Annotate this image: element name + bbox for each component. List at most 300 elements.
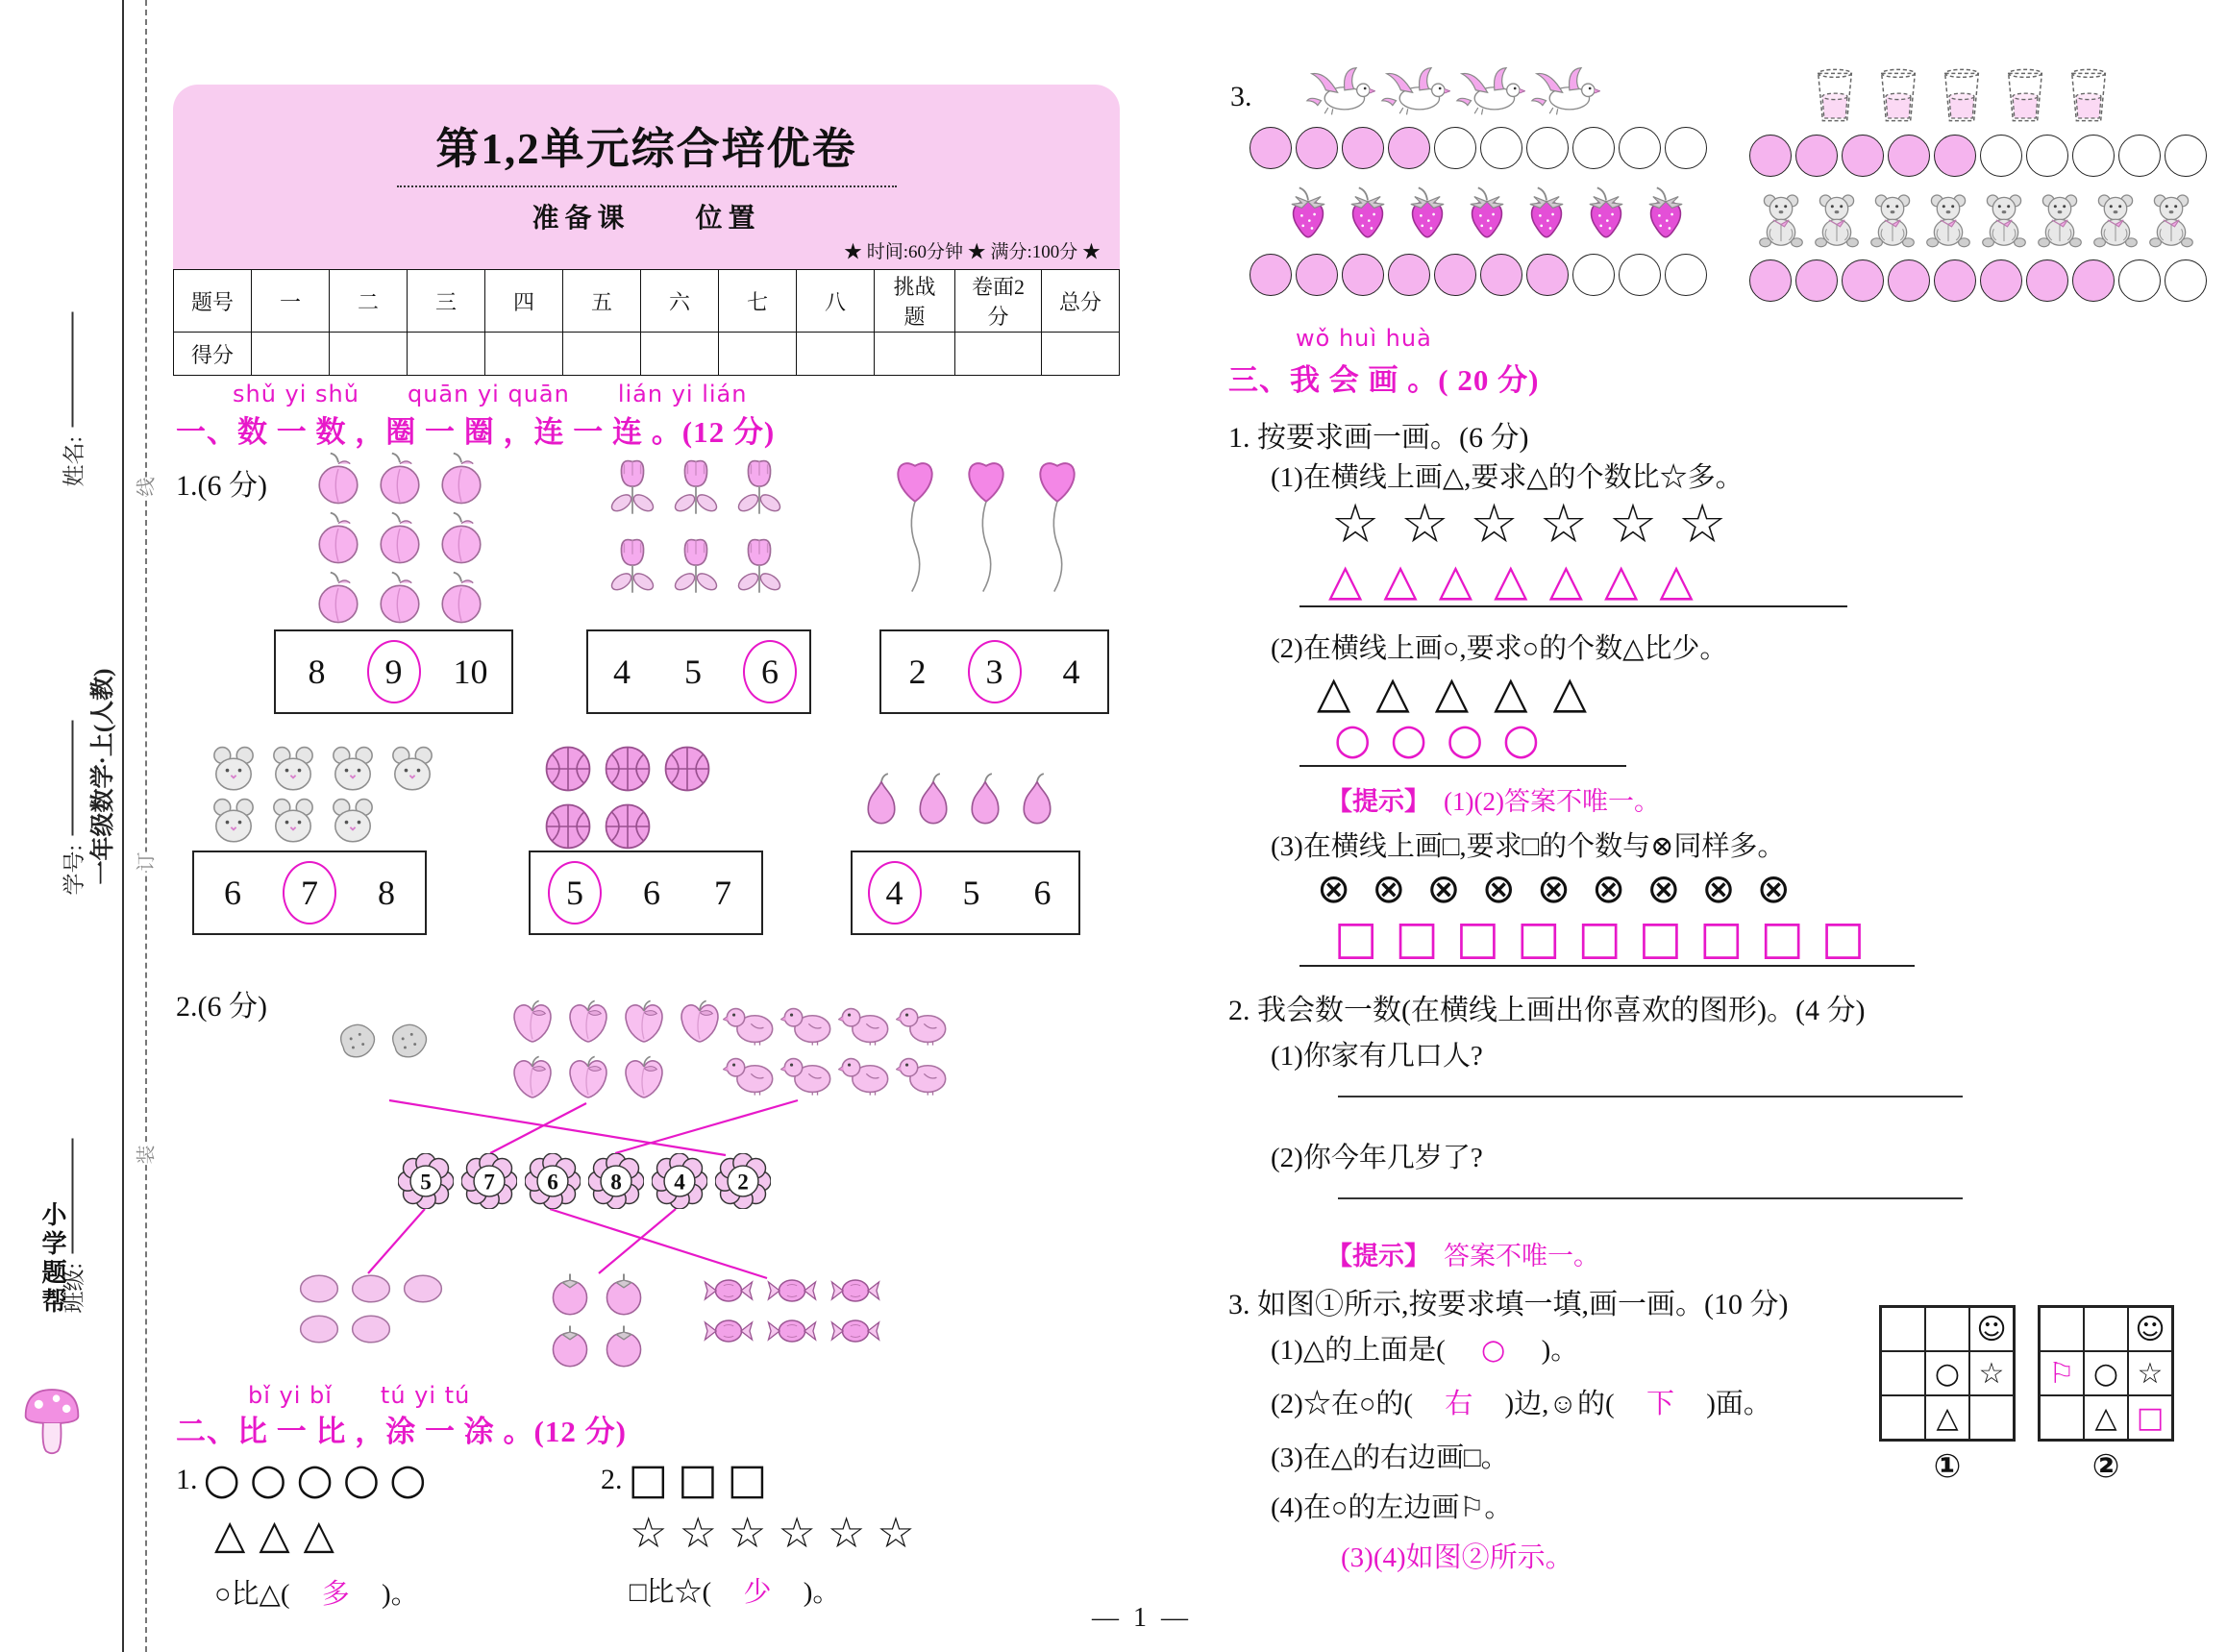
square-row bbox=[628, 1455, 768, 1504]
answer-box[interactable] bbox=[529, 851, 763, 935]
s3-q1-label: 1. 按要求画一画。(6 分) bbox=[1228, 422, 1529, 454]
brand-logo-text: 小学题帮 bbox=[38, 1201, 66, 1317]
peach-icon bbox=[562, 996, 614, 1049]
bird-icon bbox=[1454, 64, 1525, 118]
strawberry-icon bbox=[1280, 184, 1336, 245]
strawberry-row bbox=[1278, 183, 1730, 246]
flower-number-badge bbox=[715, 1153, 771, 1214]
peach-group bbox=[505, 995, 735, 1106]
egg-group bbox=[293, 1269, 452, 1349]
flower-number-badge bbox=[525, 1153, 581, 1214]
count-circle[interactable] bbox=[1842, 259, 1884, 302]
count-circle[interactable] bbox=[1665, 254, 1707, 296]
score-col-header: 题号 bbox=[174, 270, 252, 333]
score-col-header: 八 bbox=[797, 270, 875, 333]
option-number-circled[interactable]: 9 bbox=[367, 640, 421, 703]
stone-group bbox=[332, 1017, 437, 1063]
count-circle[interactable] bbox=[1480, 127, 1522, 169]
bird-icon bbox=[1529, 64, 1600, 118]
flower-icon bbox=[666, 530, 726, 606]
star-row bbox=[630, 1509, 915, 1558]
answer-line[interactable] bbox=[1338, 1096, 1963, 1097]
flower-number-badge bbox=[398, 1153, 454, 1214]
square-glyph: □ bbox=[1577, 911, 1621, 965]
option-number[interactable]: 6 bbox=[224, 874, 241, 912]
s2-q1-answer-line: ○比△( 多 )。 bbox=[214, 1579, 419, 1610]
stone-icon bbox=[385, 1018, 433, 1062]
count-circle[interactable] bbox=[2165, 135, 2207, 177]
drawn-square-row[interactable] bbox=[1299, 911, 1915, 967]
flower-number-row[interactable] bbox=[394, 1153, 775, 1214]
score-cell[interactable] bbox=[485, 333, 563, 376]
s3-q1-p2-text: (2)在横线上画○,要求○的个数△比少。 bbox=[1271, 633, 1728, 664]
count-dots[interactable] bbox=[1250, 254, 1730, 296]
peach-icon bbox=[618, 996, 670, 1049]
flower-icon bbox=[603, 530, 662, 606]
circle-glyph: ○ bbox=[1446, 715, 1484, 764]
count-circle[interactable] bbox=[1572, 254, 1615, 296]
count-circle[interactable] bbox=[2072, 135, 2115, 177]
score-col-header: 挑战题 bbox=[875, 270, 955, 333]
mouse-icon bbox=[206, 743, 261, 793]
score-cell[interactable] bbox=[797, 333, 875, 376]
count-circle[interactable] bbox=[1572, 127, 1615, 169]
hint-1: 【提示】 (1)(2)答案不唯一。 bbox=[1326, 787, 1660, 816]
otimes-glyph: ⊗ bbox=[1426, 865, 1461, 912]
apple-icon bbox=[433, 451, 490, 508]
count-circle[interactable] bbox=[1250, 254, 1292, 296]
drawn-triangle-row[interactable] bbox=[1299, 554, 1847, 607]
candy-icon bbox=[699, 1271, 758, 1310]
answer-line[interactable] bbox=[1338, 1197, 1963, 1199]
strawberry-icon bbox=[1578, 184, 1634, 245]
candy-icon bbox=[826, 1312, 885, 1350]
svg-text:5: 5 bbox=[420, 1170, 432, 1196]
score-cell[interactable] bbox=[719, 333, 797, 376]
strawberry-icon bbox=[1638, 184, 1694, 245]
triangle-glyph: △ bbox=[1494, 554, 1528, 605]
eggplant-icon bbox=[857, 770, 905, 833]
s3-q2-p1: (1)你家有几口人? bbox=[1271, 1041, 1483, 1072]
basketball-icon bbox=[540, 799, 596, 854]
class-blank-line[interactable] bbox=[71, 1138, 73, 1253]
candy-icon bbox=[762, 1312, 822, 1350]
otimes-glyph: ⊗ bbox=[1756, 865, 1791, 912]
count-circle[interactable] bbox=[1934, 259, 1976, 302]
apple-icon bbox=[371, 510, 429, 568]
eggplant-icon bbox=[1013, 770, 1061, 833]
count-circle[interactable] bbox=[1388, 127, 1430, 169]
otimes-glyph: ⊗ bbox=[1372, 865, 1406, 912]
given-star-row bbox=[1331, 493, 1727, 555]
count-circle[interactable] bbox=[1980, 259, 2022, 302]
s2-q2-answer-line: □比☆( 少 )。 bbox=[630, 1577, 841, 1608]
star-glyph: ☆ bbox=[1678, 493, 1727, 555]
egg-icon bbox=[347, 1270, 395, 1308]
section1-pinyin: shǔ yi shǔ quān yi quān lián yi lián bbox=[233, 381, 748, 407]
cup-icon bbox=[2063, 64, 2115, 126]
section2-title: 二、比 一 比 ，涂 一 涂 。(12 分) bbox=[176, 1415, 627, 1448]
otimes-glyph: ⊗ bbox=[1317, 865, 1351, 912]
mouse-icon bbox=[325, 795, 381, 845]
count-dots[interactable] bbox=[1250, 127, 1730, 169]
svg-text:7: 7 bbox=[483, 1170, 495, 1196]
persimmon-icon bbox=[599, 1268, 649, 1318]
count-circle[interactable] bbox=[2026, 135, 2068, 177]
score-col-header: 总分 bbox=[1041, 270, 1119, 333]
smiley-cell[interactable]: ☺ bbox=[2128, 1307, 2172, 1351]
count-circle[interactable] bbox=[1296, 254, 1338, 296]
student-id-label: 学号: bbox=[62, 845, 87, 896]
count-circle[interactable] bbox=[1434, 254, 1476, 296]
flag-cell[interactable]: ⚐ bbox=[2040, 1351, 2084, 1395]
cup-icon bbox=[1872, 64, 1924, 126]
circle-cell[interactable]: ○ bbox=[1925, 1351, 1969, 1395]
mouse-icon bbox=[265, 743, 321, 793]
count-circle[interactable] bbox=[1619, 127, 1661, 169]
mouse-icon bbox=[384, 743, 440, 793]
star-glyph: ☆ bbox=[728, 1509, 767, 1558]
basketball-icon bbox=[600, 741, 656, 797]
empty-cell[interactable] bbox=[1881, 1307, 1925, 1351]
score-cell[interactable] bbox=[252, 333, 330, 376]
empty-cell[interactable] bbox=[1881, 1351, 1925, 1395]
count-circle[interactable] bbox=[1619, 254, 1661, 296]
cup-icon bbox=[1809, 64, 1861, 126]
stone-icon bbox=[334, 1018, 382, 1062]
score-col-header: 一 bbox=[252, 270, 330, 333]
s3-q3-p2-answer2[interactable]: 下 bbox=[1646, 1389, 1674, 1419]
bear-icon bbox=[2090, 191, 2141, 251]
class-label: 班级: bbox=[62, 1263, 87, 1314]
mouse-icon bbox=[325, 743, 381, 793]
strawberry-icon bbox=[1399, 184, 1455, 245]
grid-1-cells[interactable] bbox=[1879, 1305, 2016, 1442]
option-number[interactable]: 5 bbox=[962, 874, 980, 912]
chick-icon bbox=[780, 1048, 834, 1097]
circle-glyph: ○ bbox=[342, 1455, 381, 1504]
option-number[interactable]: 7 bbox=[714, 874, 731, 912]
s3-q3-p2: (2)☆在○的( 右 )边,☺的( 下 )面。 bbox=[1271, 1389, 1771, 1419]
basketball-icon bbox=[600, 799, 656, 854]
page-number: — 1 — bbox=[1092, 1603, 1192, 1633]
score-cell[interactable] bbox=[875, 333, 955, 376]
persimmon-icon bbox=[545, 1319, 595, 1369]
square-glyph: □ bbox=[1820, 911, 1866, 965]
option-number[interactable]: 6 bbox=[643, 874, 660, 912]
triangle-glyph: △ bbox=[1434, 666, 1470, 718]
candy-group bbox=[697, 1270, 894, 1351]
triangle-cell[interactable]: △ bbox=[1925, 1395, 1969, 1440]
s3-q3-p1-answer[interactable]: ○ bbox=[1481, 1333, 1506, 1366]
count-circle[interactable] bbox=[1480, 254, 1522, 296]
score-cell[interactable] bbox=[563, 333, 641, 376]
count-dots[interactable] bbox=[1749, 135, 2220, 177]
s3-q2-p2: (2)你今年几岁了? bbox=[1271, 1143, 1483, 1173]
otimes-glyph: ⊗ bbox=[1701, 865, 1736, 912]
strawberry-icon bbox=[1459, 184, 1515, 245]
count-circle[interactable] bbox=[1749, 259, 1792, 302]
bird-icon bbox=[1379, 64, 1450, 118]
count-circle[interactable] bbox=[1296, 127, 1338, 169]
option-number[interactable]: 4 bbox=[613, 653, 631, 691]
egg-icon bbox=[295, 1310, 343, 1348]
chick-icon bbox=[780, 999, 834, 1047]
count-circle[interactable] bbox=[1980, 135, 2022, 177]
answer-box[interactable] bbox=[879, 629, 1109, 714]
triangle-glyph: △ bbox=[1375, 666, 1410, 718]
count-circle[interactable] bbox=[1842, 135, 1884, 177]
count-circle[interactable] bbox=[1665, 127, 1707, 169]
star-glyph: ☆ bbox=[1331, 493, 1380, 555]
option-number-circled[interactable]: 4 bbox=[868, 861, 922, 925]
star-cell[interactable]: ☆ bbox=[2128, 1351, 2172, 1395]
strawberry-icon bbox=[1340, 184, 1396, 245]
apple-icon bbox=[309, 451, 367, 508]
chick-group bbox=[721, 998, 961, 1097]
title-underline bbox=[397, 185, 897, 187]
star-glyph: ☆ bbox=[679, 1509, 717, 1558]
star-cell[interactable]: ☆ bbox=[1969, 1351, 2014, 1395]
time-score-meta: ★ 时间:60分钟 ★ 满分:100分 ★ bbox=[843, 242, 1101, 262]
star-glyph: ☆ bbox=[1470, 493, 1519, 555]
s2-q1-answer[interactable]: 多 bbox=[321, 1579, 350, 1610]
bird-icon bbox=[1304, 64, 1375, 118]
answer-box[interactable] bbox=[192, 851, 427, 935]
flower-number-badge bbox=[652, 1153, 707, 1214]
flower-number-badge bbox=[461, 1153, 517, 1214]
count-dots[interactable] bbox=[1749, 259, 2220, 302]
s3-q3-note: (3)(4)如图②所示。 bbox=[1341, 1542, 1573, 1573]
star-glyph: ☆ bbox=[778, 1509, 816, 1558]
bear-icon bbox=[1867, 191, 1918, 251]
mouse-icon bbox=[206, 795, 261, 845]
chick-icon bbox=[896, 1048, 950, 1097]
flower-icon bbox=[730, 530, 789, 606]
option-number-circled[interactable]: 7 bbox=[283, 861, 336, 925]
square-glyph: □ bbox=[1334, 911, 1378, 965]
count-circle[interactable] bbox=[1749, 135, 1792, 177]
bear-icon bbox=[1922, 191, 1974, 251]
score-col-header: 五 bbox=[563, 270, 641, 333]
mushroom-logo-icon bbox=[21, 1384, 83, 1462]
basketball-icon bbox=[540, 741, 596, 797]
option-number[interactable]: 6 bbox=[1033, 874, 1052, 912]
persimmon-icon bbox=[545, 1268, 595, 1318]
option-number-circled[interactable]: 6 bbox=[743, 640, 797, 703]
grid-2-label: ② bbox=[2091, 1447, 2120, 1486]
s2-q1 bbox=[176, 1455, 427, 1612]
flower-number-badge bbox=[588, 1153, 644, 1214]
peach-icon bbox=[618, 1051, 670, 1105]
id-blank-line[interactable] bbox=[71, 720, 73, 835]
star-glyph: ☆ bbox=[827, 1509, 866, 1558]
reference-grid-1 bbox=[1879, 1305, 2016, 1486]
count-circle[interactable] bbox=[1342, 254, 1384, 296]
bear-icon bbox=[2145, 191, 2197, 251]
student-name-label: 姓名: bbox=[62, 436, 87, 487]
answer-box[interactable] bbox=[274, 629, 513, 714]
count-circle[interactable] bbox=[1342, 127, 1384, 169]
empty-cell[interactable] bbox=[1925, 1307, 1969, 1351]
option-number-circled[interactable]: 5 bbox=[548, 861, 602, 925]
grid-2-cells[interactable] bbox=[2038, 1305, 2174, 1442]
option-number[interactable]: 2 bbox=[908, 653, 927, 691]
option-number[interactable]: 5 bbox=[684, 653, 702, 691]
balloon-group bbox=[879, 448, 1110, 599]
count-circle[interactable] bbox=[1434, 127, 1476, 169]
square-glyph: □ bbox=[1517, 911, 1561, 965]
square-glyph: □ bbox=[1699, 911, 1744, 965]
cup-icon bbox=[1936, 64, 1988, 126]
persimmon-icon bbox=[599, 1319, 649, 1369]
count-circle[interactable] bbox=[2165, 259, 2207, 302]
flower-icon bbox=[730, 451, 789, 528]
count-circle[interactable] bbox=[1388, 254, 1430, 296]
otimes-glyph: ⊗ bbox=[1646, 865, 1681, 912]
square-glyph: □ bbox=[628, 1455, 669, 1504]
triangle-cell[interactable]: △ bbox=[2084, 1395, 2128, 1440]
option-number[interactable]: 8 bbox=[378, 874, 395, 912]
peach-icon bbox=[562, 1051, 614, 1105]
balloon-icon bbox=[881, 449, 949, 598]
count-circle[interactable] bbox=[1888, 135, 1930, 177]
count-circle[interactable] bbox=[2072, 259, 2115, 302]
triangle-row bbox=[214, 1511, 427, 1558]
s3-q3-p2-answer1[interactable]: 右 bbox=[1445, 1389, 1473, 1419]
flower-icon bbox=[666, 451, 726, 528]
option-number-circled[interactable]: 3 bbox=[968, 640, 1022, 703]
count-circle[interactable] bbox=[1934, 135, 1976, 177]
reference-grid-2 bbox=[2038, 1305, 2174, 1486]
otimes-glyph: ⊗ bbox=[1481, 865, 1516, 912]
binding-char: 装 bbox=[129, 1146, 161, 1165]
matching-diagram bbox=[173, 990, 1120, 1369]
triangle-glyph: △ bbox=[1603, 554, 1639, 605]
apple-icon bbox=[309, 510, 367, 568]
section3-title: 三、我 会 画 。( 20 分) bbox=[1228, 363, 1540, 397]
count-block-left bbox=[1250, 63, 1730, 296]
basketball-group bbox=[538, 740, 726, 855]
exam-subtitle: 准备课 位置 bbox=[532, 204, 761, 234]
square-ans-cell[interactable]: □ bbox=[2128, 1395, 2172, 1440]
star-glyph: ☆ bbox=[1608, 493, 1658, 555]
option-number[interactable]: 4 bbox=[1062, 653, 1080, 691]
option-number[interactable]: 10 bbox=[453, 653, 488, 691]
square-glyph: □ bbox=[1395, 911, 1439, 965]
score-cell[interactable] bbox=[955, 333, 1042, 376]
count-circle[interactable] bbox=[1795, 135, 1838, 177]
apple-icon bbox=[433, 570, 490, 628]
chick-icon bbox=[723, 1048, 777, 1097]
s1-q1-label: 1.(6 分) bbox=[176, 470, 267, 502]
count-circle[interactable] bbox=[2118, 259, 2161, 302]
triangle-glyph: △ bbox=[1328, 554, 1363, 605]
square-glyph: □ bbox=[678, 1455, 718, 1504]
empty-cell[interactable] bbox=[2040, 1395, 2084, 1440]
answer-box[interactable] bbox=[586, 629, 811, 714]
score-row-label: 得分 bbox=[174, 333, 252, 376]
s3-q1-p1-text: (1)在横线上画△,要求△的个数比☆多。 bbox=[1271, 462, 1744, 493]
score-cell[interactable] bbox=[641, 333, 719, 376]
empty-cell[interactable] bbox=[1969, 1395, 2014, 1440]
s3-q3-p3: (3)在△的右边画□。 bbox=[1271, 1442, 1509, 1473]
count-circle[interactable] bbox=[1526, 127, 1569, 169]
score-col-header: 二 bbox=[330, 270, 408, 333]
count-circle[interactable] bbox=[1250, 127, 1292, 169]
bear-icon bbox=[1811, 191, 1863, 251]
count-circle[interactable] bbox=[1795, 259, 1838, 302]
student-name-field[interactable] bbox=[57, 247, 88, 487]
circle-glyph: ○ bbox=[1502, 715, 1540, 764]
count-circle[interactable] bbox=[2118, 135, 2161, 177]
smiley-cell[interactable]: ☺ bbox=[1969, 1307, 2014, 1351]
triangle-glyph: △ bbox=[1383, 554, 1418, 605]
candy-icon bbox=[826, 1271, 885, 1310]
cup-icon bbox=[1999, 64, 2051, 126]
cup-row bbox=[1807, 63, 2220, 127]
svg-text:2: 2 bbox=[737, 1170, 749, 1196]
grid-1-label: ① bbox=[1933, 1447, 1962, 1486]
empty-cell[interactable] bbox=[1881, 1395, 1925, 1440]
bird-row bbox=[1302, 63, 1730, 119]
star-glyph: ☆ bbox=[1539, 493, 1588, 555]
star-glyph: ☆ bbox=[877, 1509, 915, 1558]
circle-cell[interactable]: ○ bbox=[2084, 1351, 2128, 1395]
star-glyph: ☆ bbox=[1400, 493, 1449, 555]
score-col-header: 卷面2分 bbox=[955, 270, 1042, 333]
binding-char: 线 bbox=[129, 478, 161, 497]
option-number[interactable]: 8 bbox=[308, 653, 326, 691]
s3-q3-label: 3. 如图①所示,按要求填一填,画一画。(10 分) bbox=[1228, 1289, 1789, 1320]
star-glyph: ☆ bbox=[630, 1509, 668, 1558]
eggplant-icon bbox=[961, 770, 1009, 833]
count-circle[interactable] bbox=[1888, 259, 1930, 302]
count-circle[interactable] bbox=[2026, 259, 2068, 302]
circle-row bbox=[203, 1455, 427, 1504]
square-glyph: □ bbox=[1638, 911, 1683, 965]
apple-icon bbox=[371, 451, 429, 508]
circle-glyph: ○ bbox=[203, 1455, 240, 1504]
drawn-circle-row[interactable] bbox=[1299, 715, 1626, 767]
answer-box[interactable] bbox=[851, 851, 1080, 935]
s2-q2-label: 2. bbox=[601, 1464, 623, 1495]
score-cell[interactable] bbox=[330, 333, 408, 376]
score-cell[interactable] bbox=[408, 333, 485, 376]
score-cell[interactable] bbox=[1041, 333, 1119, 376]
triangle-glyph: △ bbox=[303, 1511, 334, 1558]
count-block-right bbox=[1749, 63, 2220, 302]
apple-icon bbox=[309, 570, 367, 628]
hint-2: 【提示】 答案不唯一。 bbox=[1326, 1242, 1599, 1270]
bear-icon bbox=[1978, 191, 2030, 251]
s2-q2-answer[interactable]: 少 bbox=[743, 1577, 772, 1608]
triangle-glyph: △ bbox=[1659, 554, 1694, 605]
given-otimes-row bbox=[1317, 865, 1791, 912]
name-blank-line[interactable] bbox=[71, 311, 73, 427]
score-col-header: 四 bbox=[485, 270, 563, 333]
s2-q1-label: 1. bbox=[176, 1464, 198, 1495]
count-circle[interactable] bbox=[1526, 254, 1569, 296]
chick-icon bbox=[896, 999, 950, 1047]
mouse-group bbox=[204, 742, 454, 846]
s2-q3-label: 3. bbox=[1230, 81, 1252, 112]
egg-icon bbox=[399, 1270, 447, 1308]
egg-icon bbox=[347, 1310, 395, 1348]
empty-cell[interactable] bbox=[2040, 1307, 2084, 1351]
s1-q2-label: 2.(6 分) bbox=[176, 991, 267, 1023]
empty-cell[interactable] bbox=[2084, 1307, 2128, 1351]
